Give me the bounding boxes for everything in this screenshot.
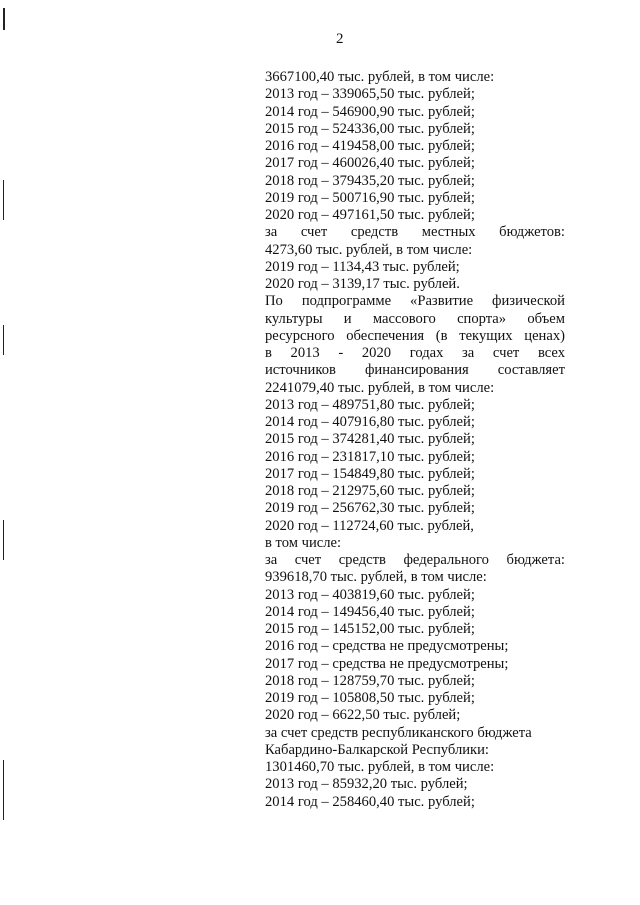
text-line: источников финансирования составляет — [265, 362, 565, 379]
text-line: 2013 год – 85932,20 тыс. рублей; — [265, 776, 468, 793]
text-line: 1301460,70 тыс. рублей, в том числе: — [265, 759, 495, 775]
text-line: 2014 год – 407916,80 тыс. рублей; — [265, 414, 475, 430]
text-line: 2017 год – средства не предусмотрены; — [265, 655, 509, 672]
scan-edge-mark — [3, 520, 4, 560]
text-line: 2020 год – 3139,17 тыс. рублей. — [265, 276, 460, 292]
text-line: 2019 год – 105808,50 тыс. рублей; — [265, 690, 475, 706]
text-line: 2013 год – 339065,50 тыс. рублей; — [265, 86, 475, 103]
text-line: за счет средств республиканского бюджета — [265, 724, 532, 741]
body-text — [265, 69, 565, 811]
text-line: 2020 год – 112724,60 тыс. рублей, — [265, 517, 474, 534]
text-line: По подпрограмме «Развитие физической — [265, 293, 565, 310]
text-line: 2016 год – средства не предусмотрены; — [265, 638, 509, 655]
text-line: 939618,70 тыс. рублей, в том числе: — [265, 569, 487, 586]
text-line: в том числе: — [265, 534, 342, 551]
text-line: 2014 год – 149456,40 тыс. рублей; — [265, 603, 475, 620]
text-line: 2015 год – 145152,00 тыс. рублей; — [265, 621, 475, 637]
text-line: в 2013 - 2020 годах за счет всех — [265, 345, 565, 361]
text-line: за счет средств федерального бюджета: — [265, 552, 565, 568]
text-line: 2019 год – 256762,30 тыс. рублей; — [265, 500, 475, 517]
text-line: 2018 год – 212975,60 тыс. рублей; — [265, 483, 475, 499]
text-line: Кабардино-Балкарской Республики: — [265, 741, 489, 758]
text-line: 2016 год – 419458,00 тыс. рублей; — [265, 138, 475, 154]
text-line: 2014 год – 258460,40 тыс. рублей; — [265, 793, 475, 810]
scan-edge-mark — [3, 8, 5, 30]
text-line: 2013 год – 403819,60 тыс. рублей; — [265, 586, 475, 603]
text-line: 2241079,40 тыс. рублей, в том числе: — [265, 379, 495, 396]
text-line: 2018 год – 128759,70 тыс. рублей; — [265, 672, 475, 689]
text-line: 2014 год – 546900,90 тыс. рублей; — [265, 103, 475, 120]
text-line: культуры и массового спорта» объем — [265, 310, 565, 327]
text-line: 2017 год – 154849,80 тыс. рублей; — [265, 465, 475, 482]
text-line: 2015 год – 524336,00 тыс. рублей; — [265, 120, 475, 137]
text-line: 4273,60 тыс. рублей, в том числе: — [265, 241, 473, 258]
text-line: 2020 год – 497161,50 тыс. рублей; — [265, 207, 475, 223]
text-line: 2015 год – 374281,40 тыс. рублей; — [265, 431, 475, 448]
text-line: 2018 год – 379435,20 тыс. рублей; — [265, 172, 475, 189]
text-line: 2017 год – 460026,40 тыс. рублей; — [265, 155, 475, 172]
scan-edge-mark — [3, 325, 4, 355]
text-line: 2013 год – 489751,80 тыс. рублей; — [265, 396, 475, 413]
scan-edge-mark — [3, 760, 4, 820]
text-line: 2016 год – 231817,10 тыс. рублей; — [265, 448, 475, 465]
scan-edge-mark — [3, 180, 4, 220]
text-line: 2019 год – 500716,90 тыс. рублей; — [265, 189, 475, 206]
page-number: 2 — [336, 31, 344, 47]
text-line: 2020 год – 6622,50 тыс. рублей; — [265, 707, 461, 724]
text-line: за счет средств местных бюджетов: — [265, 224, 565, 241]
text-line: 2019 год – 1134,43 тыс. рублей; — [265, 258, 460, 275]
text-line: ресурсного обеспечения (в текущих ценах) — [265, 327, 565, 344]
text-line: 3667100,40 тыс. рублей, в том числе: — [265, 69, 495, 85]
